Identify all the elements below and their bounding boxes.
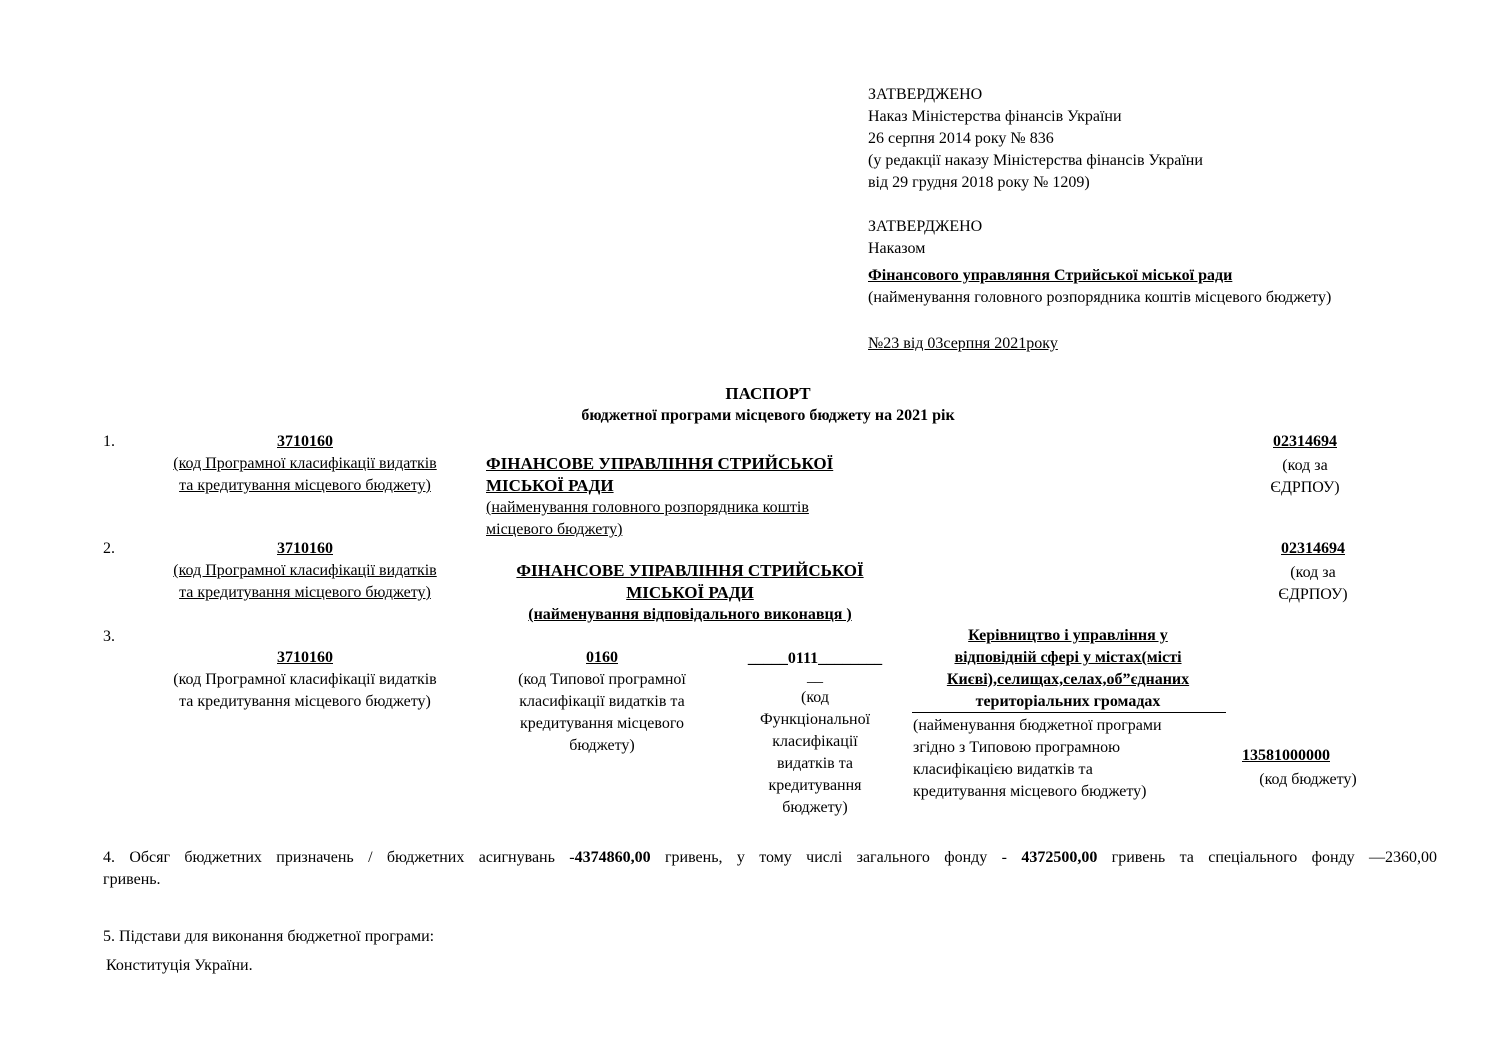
row-2-name-caption: (найменування відповідального виконавця ) — [528, 606, 852, 623]
row-2-number: 2. — [103, 540, 115, 557]
row-3-func-block — [735, 648, 895, 819]
row-1-code: 3710160 — [277, 433, 333, 450]
row-3-program-name: Керівництво і управління у — [968, 627, 1168, 644]
approval-1-line: ЗАТВЕРДЖЕНО — [868, 86, 983, 103]
row-1-edrpou-caption: (код за — [1282, 457, 1328, 474]
section-4-general-fund-amount: 4372500,00 — [1021, 849, 1098, 866]
row-1-name: МІСЬКОЇ РАДИ — [486, 476, 614, 495]
row-3-func-caption: Функціональної — [759, 711, 871, 728]
row-1-code-caption: та кредитування місцевого бюджету) — [179, 477, 431, 494]
row-1-name-caption: (найменування головного розпорядника коштів — [486, 499, 809, 516]
row-1-name-caption: місцевого бюджету) — [486, 521, 623, 538]
approval-1-line: 26 серпня 2014 року № 836 — [868, 130, 1054, 147]
row-3-func-code-tail: __ — [807, 668, 823, 685]
row-3-number: 3. — [103, 628, 115, 645]
row-2-edrpou: 02314694 — [1281, 540, 1345, 557]
row-3-program-name: Києві),селищах,селах,об”єднаних — [946, 671, 1190, 688]
row-1-edrpou-caption: ЄДРПОУ) — [1270, 479, 1340, 496]
row-2-code-caption: та кредитування місцевого бюджету) — [179, 584, 431, 601]
row-2-code-caption: (код Програмної класифікації видатків — [173, 562, 437, 579]
section-4-text: гривень, у тому числі загального фонду - — [650, 849, 1022, 866]
section-4-line-1 — [103, 847, 1437, 869]
section-4-text: 4. Обсяг бюджетних призначень / бюджетних асигнувань - — [103, 849, 575, 866]
row-3-budget-code: 13581000000 — [1242, 747, 1330, 764]
section-5-title: 5. Підстави для виконання бюджетної програми: — [103, 928, 435, 945]
row-3-code-caption: (код Програмної класифікації видатків — [173, 671, 437, 688]
row-2-name: ФІНАНСОВЕ УПРАВЛІННЯ СТРИЙСЬКОЇ — [516, 561, 864, 580]
row-3-code: 3710160 — [277, 649, 333, 666]
row-3-typical-caption: класифікації видатків та — [519, 693, 685, 710]
row-3-budget-block — [1228, 745, 1388, 791]
row-1-code-block — [140, 431, 470, 497]
approval-2-title: ЗАТВЕРДЖЕНО — [868, 218, 983, 235]
row-3-code-caption: та кредитування місцевого бюджету) — [179, 693, 431, 710]
row-3-program-underline — [912, 712, 1226, 713]
row-2-code-block — [140, 538, 470, 604]
row-3-typical-caption: (код Типової програмної — [518, 671, 686, 688]
row-2-code: 3710160 — [277, 540, 333, 557]
approval-2-by: Наказом — [868, 240, 926, 257]
passport-title: ПАСПОРТ — [725, 384, 811, 403]
passport-subtitle: бюджетної програми місцевого бюджету на 2021 рік — [581, 407, 955, 424]
approval-2-org: Фінансового управляння Стрийської міської ради — [868, 267, 1233, 284]
approval-1-line: Наказ Міністерства фінансів України — [868, 108, 1122, 125]
row-3-program-caption: кредитування місцевого бюджету) — [913, 783, 1147, 800]
row-2-edrpou-caption: ЄДРПОУ) — [1278, 586, 1348, 603]
row-2-edrpou-caption: (код за — [1290, 564, 1336, 581]
row-3-func-caption: кредитування — [768, 777, 862, 794]
row-3-typical-code: 0160 — [586, 649, 618, 666]
section-4-total-amount: 4374860,00 — [574, 849, 651, 866]
row-2-edrpou-block — [1258, 538, 1368, 606]
row-3-typical-block — [492, 647, 712, 757]
row-3-func-caption: бюджету) — [782, 799, 848, 816]
row-2-name-block — [480, 560, 900, 626]
row-3-budget-caption: (код бюджету) — [1259, 771, 1357, 788]
row-3-program-name-block — [908, 625, 1228, 713]
row-3-program-caption-block — [913, 715, 1162, 803]
row-3-func-caption: (код — [801, 689, 829, 706]
approval-2-org-caption: (найменування головного розпорядника коштів місцевого бюджету) — [868, 289, 1332, 306]
row-3-program-caption: (найменування бюджетної програми — [913, 717, 1162, 734]
row-3-func-caption: видатків та — [777, 755, 853, 772]
row-3-func-caption: класифікації — [772, 733, 858, 750]
row-3-typical-caption: кредитування місцевого — [519, 715, 685, 732]
row-1-code-caption: (код Програмної класифікації видатків — [173, 455, 437, 472]
row-1-number: 1. — [103, 433, 115, 450]
passport-title-block — [468, 383, 1068, 427]
approval-1-line: від 29 грудня 2018 року № 1209) — [868, 174, 1090, 191]
row-1-name-block — [486, 453, 833, 541]
row-3-program-name: територіальних громадах — [975, 693, 1161, 710]
approval-block-2 — [868, 216, 1331, 309]
section-5-item: Конституція України. — [106, 957, 253, 974]
section-4-paragraph — [103, 847, 1437, 891]
section-4-text: гривень та спеціального фонду —2360,00 — [1097, 849, 1438, 866]
section-4-line-2: гривень. — [103, 871, 161, 888]
row-1-name: ФІНАНСОВЕ УПРАВЛІННЯ СТРИЙСЬКОЇ — [486, 454, 834, 473]
row-3-program-name: відповідній сфері у містах(місті — [954, 649, 1182, 666]
row-3-program-caption: класифікацією видатків та — [913, 761, 1093, 778]
approval-1-line: (у редакції наказу Міністерства фінансів України — [868, 152, 1203, 169]
row-3-program-caption: згідно з Типовою програмною — [913, 739, 1121, 756]
row-3-func-code: _____0111________ — [747, 650, 883, 667]
row-3-typical-caption: бюджету) — [569, 737, 635, 754]
row-3-code-block — [140, 647, 470, 713]
approval-order-number: №23 від 03серпня 2021року — [868, 335, 1058, 352]
row-1-edrpou: 02314694 — [1273, 433, 1337, 450]
approval-block-1 — [868, 84, 1203, 194]
row-2-name: МІСЬКОЇ РАДИ — [626, 583, 754, 602]
row-1-edrpou-block — [1250, 431, 1360, 499]
